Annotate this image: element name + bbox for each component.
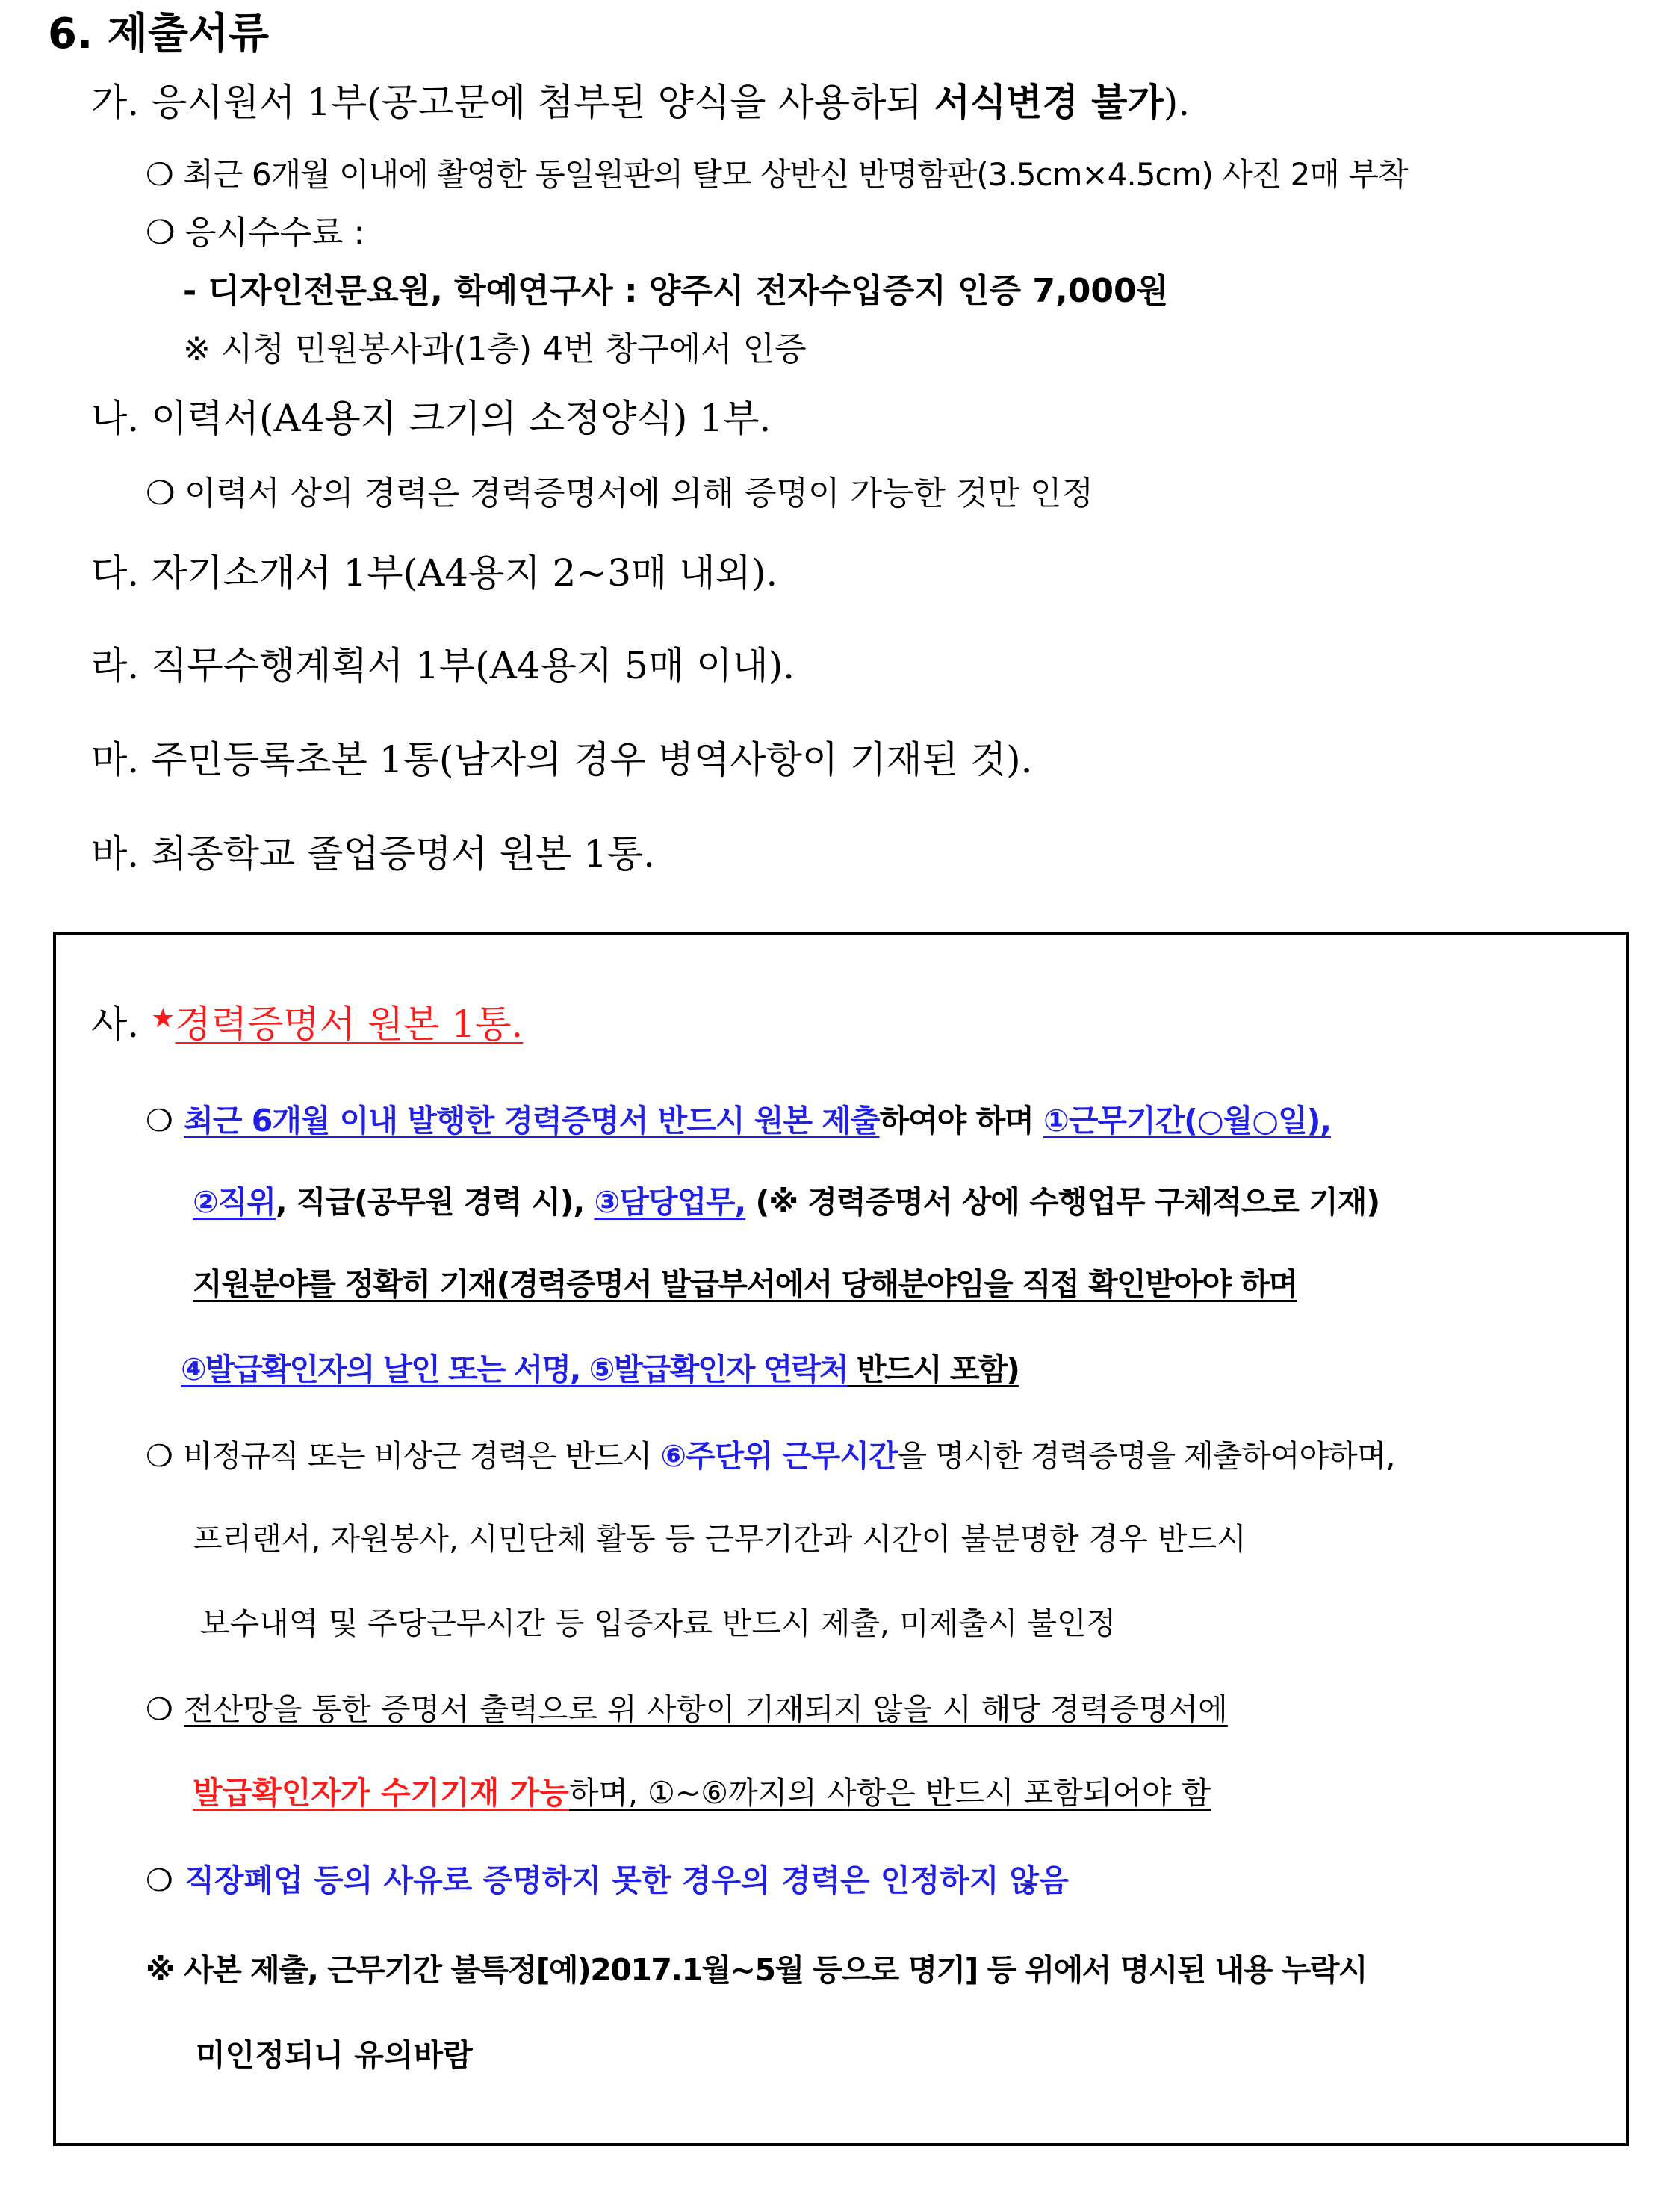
b1-l4-blue: ④발급확인자의 날인 또는 서명, ⑤발급확인자 연락처	[181, 1351, 848, 1387]
item-ga-photo	[146, 156, 1408, 193]
item-ga-photo-text: 최근 6개월 이내에 촬영한 동일원판의 탈모 상반신 반명함판(3.5cm×4.5cm) 사진 2매 부착	[183, 156, 1408, 193]
b3-l1-text: 전산망을 통한 증명서 출력으로 위 사항이 기재되지 않을 시 해당 경력증명서에	[184, 1691, 1228, 1727]
b1-l1-black: 하여야 하며	[879, 1103, 1044, 1138]
b3-l2-black: 하며, ①~⑥까지의 사항은 반드시 포함되어야 함	[568, 1775, 1211, 1811]
item-ga	[91, 80, 1191, 124]
item-ga-fee-note: ※ 시청 민원봉사과(1층) 4번 창구에서 인증	[183, 330, 807, 368]
b3-l2-red: 발급확인자가 수기기재 가능	[193, 1775, 569, 1811]
box-bullet-4	[146, 1862, 1069, 1898]
b2-l1-blue: ⑥주단위 근무시간	[660, 1438, 898, 1474]
box-bullet-1-line-3: 지원분야를 정확히 기재(경력증명서 발급부서에서 당해분야임을 직접 확인받아야 하며	[193, 1266, 1297, 1302]
item-ga-suffix: ).	[1163, 81, 1191, 124]
item-na: 나. 이력서(A4용지 크기의 소정양식) 1부.	[91, 397, 772, 440]
box-bullet-2-line-3: 보수내역 및 주당근무시간 등 입증자료 반드시 제출, 미제출시 불인정	[200, 1605, 1117, 1641]
item-sa-prefix: 사.	[91, 1003, 152, 1046]
item-ga-fee-text: 응시수수료 :	[184, 214, 365, 252]
b1-l2-black2: (※ 경력증명서 상에 수행업무 구체적으로 기재)	[745, 1184, 1380, 1220]
box-note-line-2: 미인정되니 유의바람	[196, 2037, 473, 2073]
b1-l2-blue: ②직위	[193, 1184, 276, 1220]
b1-l4-black: 반드시 포함)	[847, 1351, 1019, 1387]
item-ga-prefix: 가. 응시원서 1부(공고문에 첨부된 양식을 사용하되	[91, 81, 934, 124]
star-icon: ★	[151, 1003, 176, 1034]
item-ba: 바. 최종학교 졸업증명서 원본 1통.	[91, 832, 656, 876]
b2-l1-b: 을 명시한 경력증명을 제출하여야하며,	[897, 1438, 1395, 1474]
bullet-icon: ❍	[146, 1438, 173, 1474]
item-na-note	[146, 474, 1093, 512]
b1-l2-black: , 직급(공무원 경력 시),	[275, 1184, 595, 1220]
bullet-icon: ❍	[146, 156, 173, 193]
item-ga-bold: 서식변경 불가	[934, 80, 1164, 124]
item-sa	[91, 1003, 524, 1046]
bullet-icon: ❍	[146, 1691, 173, 1727]
b2-l1-a: 비정규직 또는 비상근 경력은 반드시	[183, 1438, 661, 1474]
bullet-icon: ❍	[146, 1103, 173, 1138]
b1-l1-blue: 최근 6개월 이내 발행한 경력증명서 반드시 원본 제출	[184, 1103, 880, 1138]
item-ga-fee-detail: - 디자인전문요원, 학예연구사 : 양주시 전자수입증지 인증 7,000원	[183, 272, 1169, 310]
box-bullet-1-line-4	[181, 1351, 1019, 1387]
item-sa-title: 경력증명서 원본 1통.	[175, 1003, 524, 1046]
box-bullet-1-line-2	[193, 1184, 1380, 1220]
box-bullet-2-line-1	[146, 1438, 1395, 1474]
box-note-line-1: ※ 사본 제출, 근무기간 불특정[예)2017.1월~5월 등으로 명기] 등 위에서 명시된 내용 누락시	[146, 1952, 1368, 1988]
box-bullet-3-line-2	[193, 1775, 1211, 1811]
item-ga-fee	[146, 214, 365, 252]
b1-l1-blue2: ①근무기간(○월○일),	[1043, 1103, 1331, 1138]
bullet-icon: ❍	[146, 474, 176, 512]
item-ra: 라. 직무수행계획서 1부(A4용지 5매 이내).	[91, 644, 795, 687]
item-na-note-text: 이력서 상의 경력은 경력증명서에 의해 증명이 가능한 것만 인정	[184, 474, 1093, 512]
box-bullet-2-line-2: 프리랜서, 자원봉사, 시민단체 활동 등 근무기간과 시간이 불분명한 경우 반드시	[193, 1521, 1247, 1557]
item-ma: 마. 주민등록초본 1통(남자의 경우 병역사항이 기재된 것).	[91, 738, 1033, 781]
b1-l2-blue2: ③담당업무,	[594, 1184, 746, 1220]
bullet-icon: ❍	[146, 214, 176, 252]
b4-text: 직장폐업 등의 사유로 증명하지 못한 경우의 경력은 인정하지 않음	[184, 1862, 1069, 1898]
section-title: 6. 제출서류	[48, 10, 270, 58]
bullet-icon: ❍	[146, 1862, 173, 1898]
item-da: 다. 자기소개서 1부(A4용지 2~3매 내외).	[91, 551, 778, 595]
box-bullet-3-line-1	[146, 1691, 1228, 1727]
box-bullet-1-line-1	[146, 1103, 1331, 1138]
